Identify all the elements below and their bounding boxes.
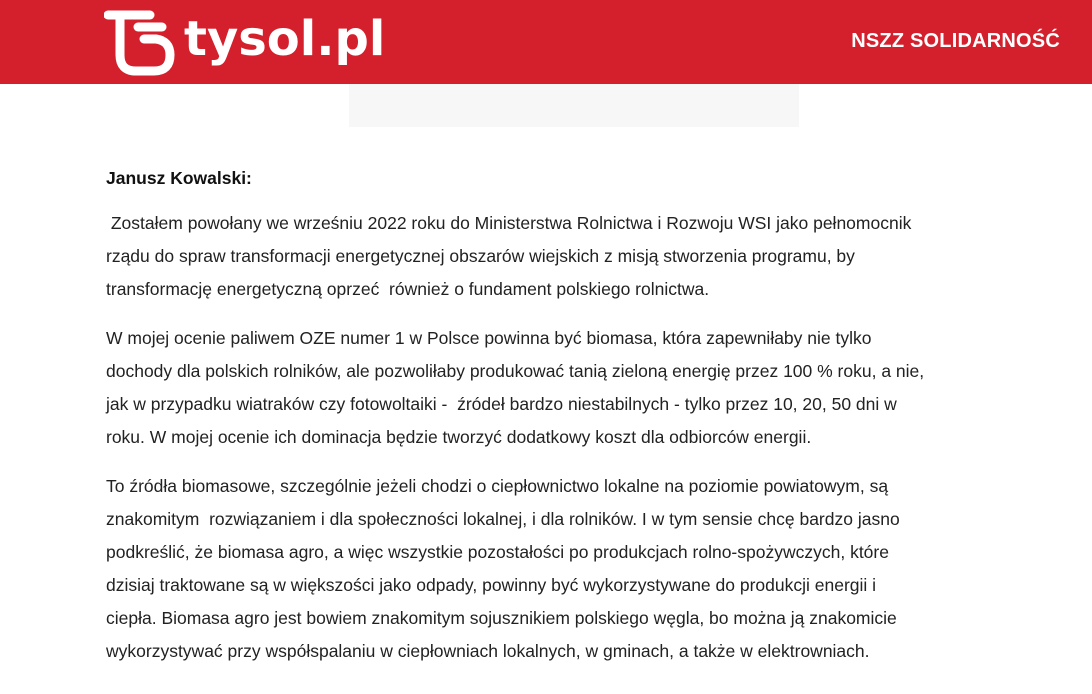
article-body: [106, 162, 1036, 684]
site-logo-link[interactable]: [104, 8, 385, 78]
article-paragraph: [106, 322, 1036, 454]
paragraph-line: transformację energetyczną oprzeć również o fundament polskiego rolnictwa.: [106, 279, 710, 299]
article-paragraph: [106, 207, 1036, 306]
paragraph-line: wykorzystywać przy współspalaniu w ciepłowniach lokalnych, w gminach, a także w elektrowniach.: [106, 641, 870, 661]
paragraph-line: Zostałem powołany we wrześniu 2022 roku do Ministerstwa Rolnictwa i Rozwoju WSI jako pełnomocnik: [106, 213, 912, 233]
paragraph-line: jak w przypadku wiatraków czy fotowoltaiki - źródeł bardzo niestabilnych - tylko przez 10, 20, 50 dni w: [106, 394, 897, 414]
paragraph-line: rządu do spraw transformacji energetycznej obszarów wiejskich z misją stworzenia programu, by: [106, 246, 855, 266]
site-header: [0, 0, 1092, 84]
paragraph-line: znakomitym rozwiązaniem i dla społeczności lokalnej, i dla rolników. I w tym sensie chcę bardzo jasno: [106, 509, 900, 529]
paragraph-line: roku. W mojej ocenie ich dominacja będzie tworzyć dodatkowy koszt dla odbiorców energii.: [106, 427, 812, 447]
speaker-name: Janusz Kowalski:: [106, 168, 252, 188]
ad-placeholder: [349, 84, 799, 127]
paragraph-line: ciepła. Biomasa agro jest bowiem znakomitym sojusznikiem polskiego węgla, bo można ją znakomicie: [106, 608, 897, 628]
article-paragraph: [106, 470, 1036, 668]
paragraph-line: To źródła biomasowe, szczególnie jeżeli chodzi o ciepłownictwo lokalne na poziomie powiatowym, są: [106, 476, 889, 496]
logo-wordmark: tysol.pl: [184, 11, 386, 67]
tysol-logo-icon: [104, 9, 176, 77]
paragraph-line: W mojej ocenie paliwem OZE numer 1 w Polsce powinna być biomasa, która zapewniłaby nie tylko: [106, 328, 872, 348]
paragraph-line: podkreślić, że biomasa agro, a więc wszystkie pozostałości po produkcjach rolno-spożywczych, które: [106, 542, 889, 562]
nszz-solidarnosc-link[interactable]: NSZZ SOLIDARNOŚĆ: [851, 30, 1060, 52]
paragraph-line: dochody dla polskich rolników, ale pozwoliłaby produkować tanią zieloną energię przez 100 % roku, a nie,: [106, 361, 925, 381]
paragraph-line: dzisiaj traktowane są w większości jako odpady, powinny być wykorzystywane do produkcji energii i: [106, 575, 877, 595]
